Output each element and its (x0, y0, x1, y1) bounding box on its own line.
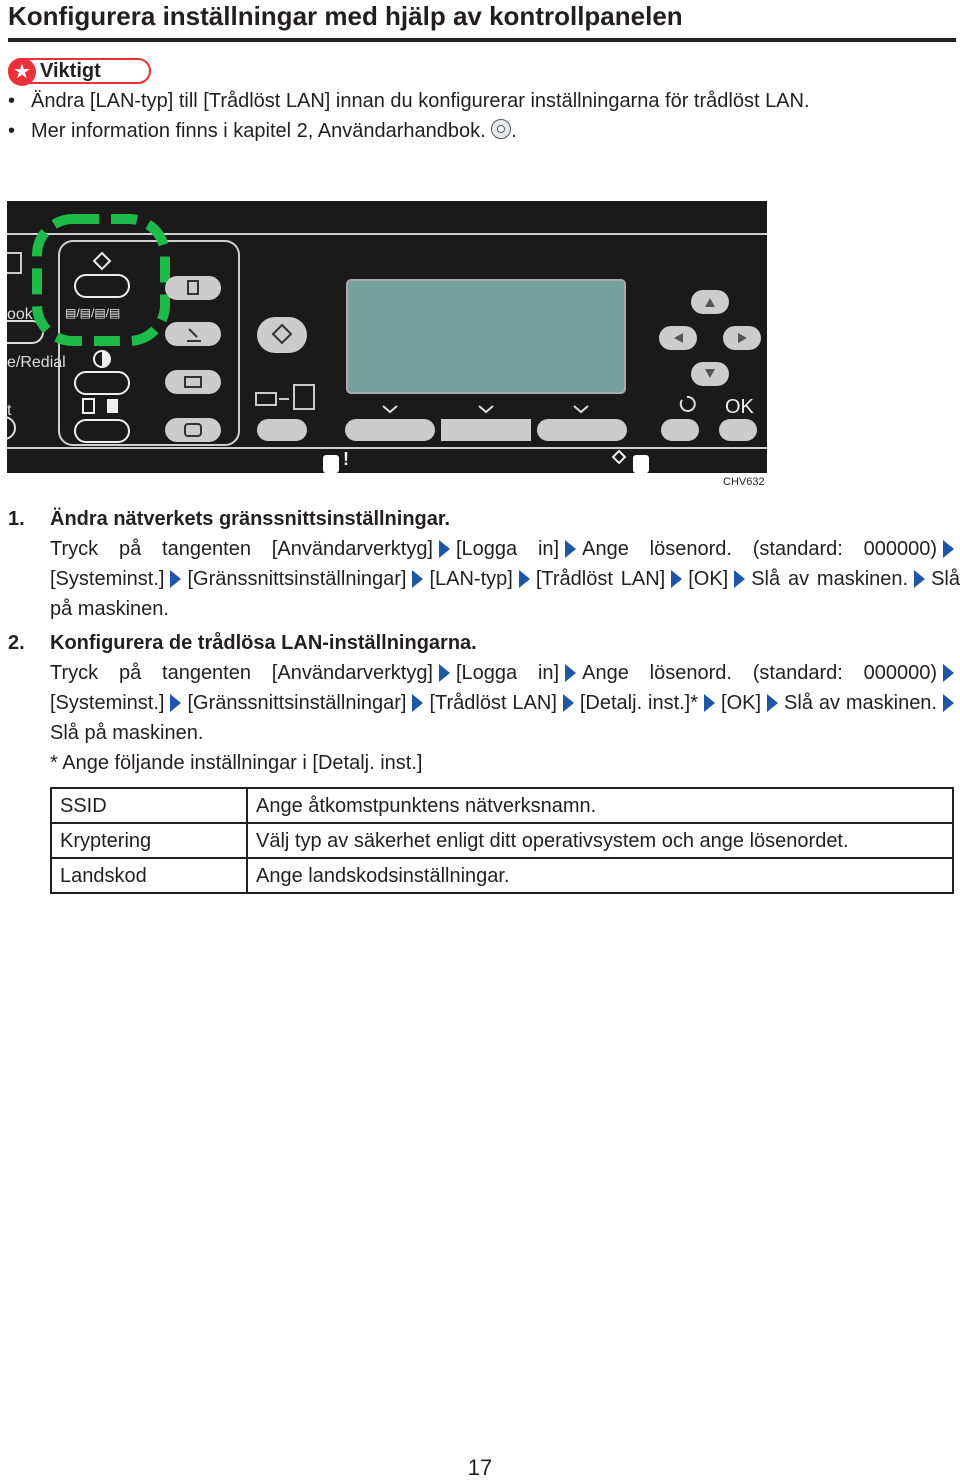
arrow-icon (767, 694, 778, 712)
alert-indicator: ! (343, 449, 349, 469)
ok-label: OK (725, 396, 754, 418)
title-rule (8, 38, 956, 42)
arrow-icon (412, 694, 423, 712)
lcd-screen (347, 280, 625, 393)
steps (8, 504, 960, 778)
page-title: Konfigurera inställningar med hjälp av kontrollpanelen (8, 1, 683, 31)
step-body: Tryck på tangenten [Användarverktyg] [Logga in] Ange lösenord. (standard: 000000)[Systeminst.] [Gränssnittsinställningar] [LAN-typ] [Trådlöst LAN] [OK] Slå av maskinen. Slå på maskinen. (50, 538, 960, 620)
list-item: • Ändra [LAN-typ] till [Trådlöst LAN] innan du konfigurerar inställningarna för trådlöst LAN. (8, 86, 810, 116)
figure-code: CHV632 (723, 476, 765, 488)
arrow-icon (439, 664, 450, 682)
step-heading: 1. Ändra nätverkets gränssnittsinställningar. (8, 508, 451, 530)
arrow-icon (943, 540, 954, 558)
selection-key (345, 419, 435, 441)
panel-label-t: t (7, 402, 12, 419)
panel-label-book: ook (7, 306, 33, 323)
selection-key (441, 419, 531, 441)
arrow-icon (914, 570, 925, 588)
list-item: • Mer information finns i kapitel 2, Användarhandbok. . (8, 116, 810, 146)
ok-key (719, 419, 757, 441)
table-row: SSID Ange åtkomstpunktens nätverksnamn. (51, 788, 953, 823)
star-icon: ★ (8, 58, 36, 86)
mode-button (165, 418, 221, 442)
cd-icon (491, 119, 511, 139)
step-note: * Ange följande inställningar i [Detalj. inst.] (50, 752, 423, 774)
table-row: Landskod Ange landskodsinställningar. (51, 858, 953, 893)
settings-table (50, 787, 954, 894)
arrow-icon (565, 540, 576, 558)
arrow-icon (943, 694, 954, 712)
page-number: 17 (467, 1455, 493, 1480)
important-label: Viktigt (40, 60, 101, 82)
back-key (661, 419, 699, 441)
arrow-icon (565, 664, 576, 682)
mode-button (165, 276, 221, 300)
arrow-icon (734, 570, 745, 588)
arrow-icon (412, 570, 423, 588)
control-panel-illustration (7, 201, 767, 473)
table-row: Kryptering Välj typ av säkerhet enligt ditt operativsystem och ange lösenordet. (51, 823, 953, 858)
panel-label-redial: e/Redial (7, 354, 66, 371)
mode-button (165, 370, 221, 394)
arrow-icon (439, 540, 450, 558)
start-button (257, 317, 307, 353)
step-body: Tryck på tangenten [Användarverktyg] [Logga in] Ange lösenord. (standard: 000000)[Systeminst.] [Gränssnittsinställningar] [Trådlöst LAN] [Detalj. inst.]* [OK] Slå av maskinen.Slå på maskinen. (8, 658, 960, 748)
step-heading: 2. Konfigurera de trådlösa LAN-inställningarna. (8, 632, 477, 654)
important-list (8, 86, 810, 146)
arrow-icon (519, 570, 530, 588)
arrow-icon (704, 694, 715, 712)
arrow-icon (563, 694, 574, 712)
svg-text:▤/▤/▤/▤: ▤/▤/▤/▤ (65, 306, 121, 320)
arrow-icon (170, 694, 181, 712)
arrow-icon (671, 570, 682, 588)
arrow-icon (943, 664, 954, 682)
selection-key (537, 419, 627, 441)
important-badge (8, 58, 151, 84)
arrow-icon (170, 570, 181, 588)
